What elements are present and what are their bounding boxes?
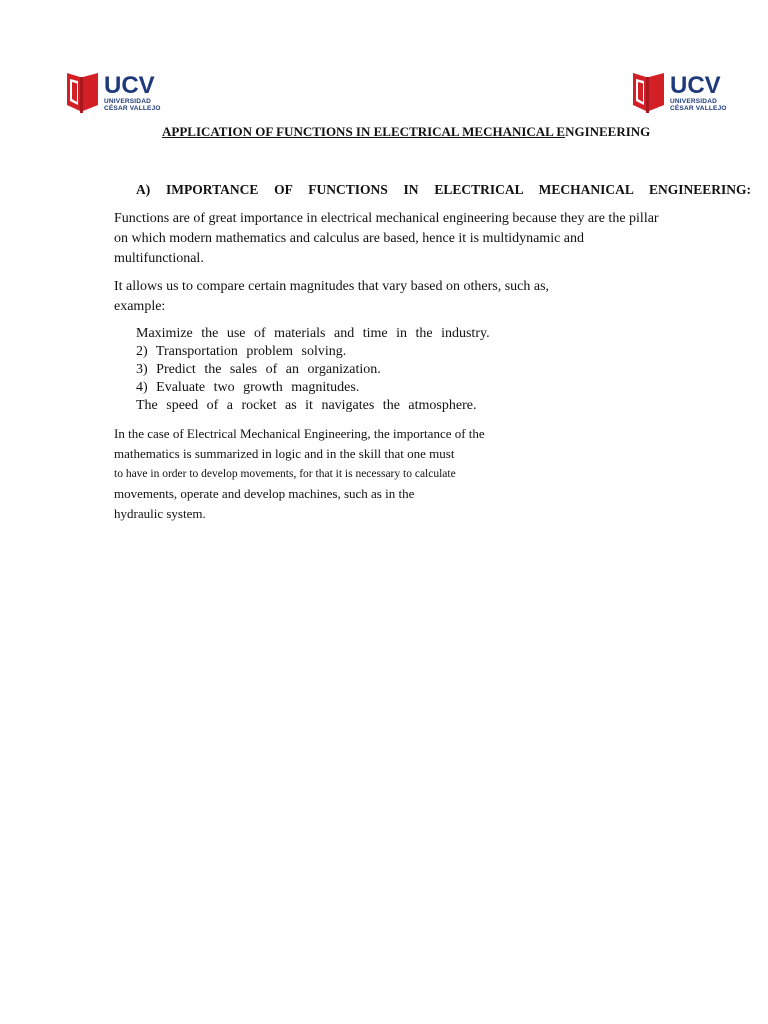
logo-university-line: UNIVERSIDAD xyxy=(670,97,717,105)
closing-line: mathematics is summarized in logic and in the skill that one must xyxy=(114,446,455,461)
logo-abbreviation: UCV xyxy=(670,71,721,99)
ucv-logo-right xyxy=(632,70,727,116)
ucv-shield-icon xyxy=(66,71,100,115)
examples-list xyxy=(136,325,516,415)
list-item: The speed of a rocket as it navigates the atmosphere. xyxy=(136,398,477,413)
logo-university-line: UNIVERSIDAD xyxy=(104,97,151,105)
paragraph-compare xyxy=(114,277,674,317)
logo-name-line: CÉSAR VALLEJO xyxy=(670,105,727,112)
closing-line: movements, operate and develop machines, such as in the xyxy=(114,486,415,501)
closing-line: to have in order to develop movements, for that it is necessary to calculate xyxy=(114,468,456,480)
section-heading: A) IMPORTANCE OF FUNCTIONS IN ELECTRICAL MECHANICAL ENGINEERING: xyxy=(136,182,751,197)
paragraph-compare-line: It allows us to compare certain magnitudes that vary based on others, such as, xyxy=(114,279,550,294)
logo-name-line: CÉSAR VALLEJO xyxy=(104,105,161,112)
paragraph-compare-line: example: xyxy=(114,299,166,314)
closing-line: hydraulic system. xyxy=(114,506,206,521)
paragraph-importance: Functions are of great importance in electrical mechanical engineering because they are the pillar on which modern mathematics and calculus are based, hence it is multidynamic and multifunctional. xyxy=(114,211,659,266)
list-item: 2) Transportation problem solving. xyxy=(136,344,347,359)
logo-abbreviation: UCV xyxy=(104,71,155,99)
ucv-shield-icon xyxy=(632,71,666,115)
document-title-underlined: APPLICATION OF FUNCTIONS IN ELECTRICAL MECHANICAL E xyxy=(162,124,566,139)
closing-line: In the case of Electrical Mechanical Engineering, the importance of the xyxy=(114,426,485,441)
paragraph-closing xyxy=(114,424,614,524)
list-item: 3) Predict the sales of an organization. xyxy=(136,362,381,377)
ucv-logo-left xyxy=(66,70,161,116)
document-title xyxy=(162,124,722,140)
list-item: 4) Evaluate two growth magnitudes. xyxy=(136,380,360,395)
document-title-rest: NGINEERING xyxy=(565,124,651,139)
list-item: Maximize the use of materials and time in the industry. xyxy=(136,326,490,341)
